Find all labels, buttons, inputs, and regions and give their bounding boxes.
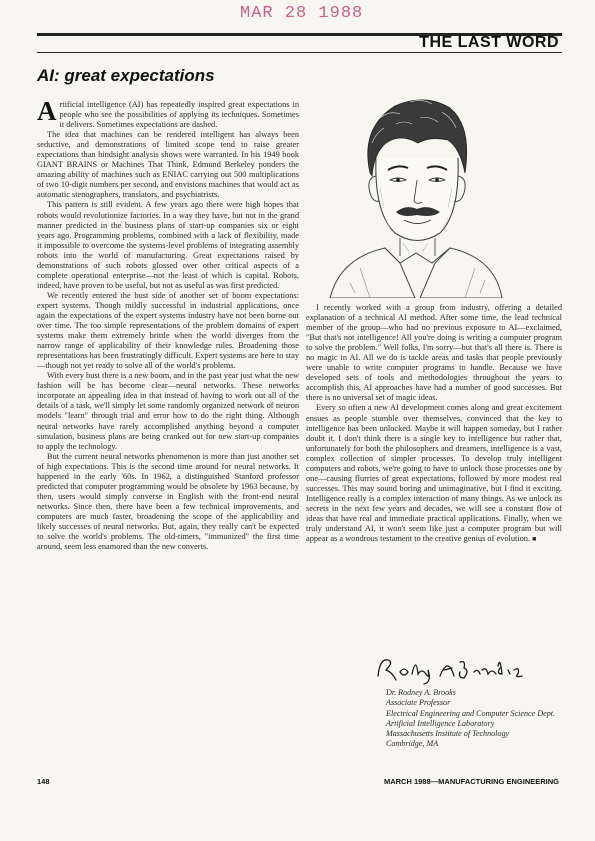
author-department: Electrical Engineering and Computer Science Dept. <box>386 708 556 718</box>
left-column <box>37 96 299 552</box>
drop-cap: A <box>37 96 57 126</box>
right-column <box>306 303 562 544</box>
paragraph: We recently entered the bust side of another set of boom expectations: expert systems. Though mildly successful in industrial applications, once again the expectations of the expert systems industry have not been borne out over time. The too simple representations of the problem domains of expert systems make them extremely brittle when the world diverges from the narrow range of applicability of their knowledge rules. Broadening those representations has been frustratingly difficult. Expert systems are here to stay—though not yet ready to solve all of the world's problems. <box>37 290 299 371</box>
author-portrait-illustration <box>300 88 532 298</box>
page-number: 148 <box>37 777 50 786</box>
running-footer: MARCH 1988—MANUFACTURING ENGINEERING <box>383 777 559 786</box>
article-headline: AI: great expectations <box>37 66 215 85</box>
paragraph: This pattern is still evident. A few years ago there were high hopes that robots would revolutionize factories. In a way they have, but not in the grand manner predicted in the business plans of start-up companies six or eight years ago. Programming problems, combined with a lack of flexibility, made it impossible to overcome the systems-level problems of integrating assembly robots into the world of manufacturing. Great expectations raised by demonstrations of such robots glossed over other critical aspects of a complete operational enterprise—not the least of which is capital. Robots, indeed, have proven to be useful, but not as useful as was first predicted. <box>37 200 299 290</box>
author-signature <box>370 652 530 686</box>
author-signature-block <box>386 688 555 750</box>
paragraph-text: rtificial intelligence (AI) has repeatedly inspired great expectations in people who see the possibilities of applying its techniques. Sometimes it delivers. Sometimes expectations are dashed. <box>59 100 299 130</box>
author-name: Dr. Rodney A. Brooks <box>386 688 456 697</box>
date-stamp: MAR 28 1988 <box>240 4 364 23</box>
author-location: Cambridge, MA <box>386 739 439 749</box>
paragraph: I recently worked with a group from industry, offering a detailed explanation of a technical AI method. After some time, the lead technical member of the group—who had no previous exposure to AI—exclaimed, "But that's not intelligence! All you're doing is writing a computer program to solve the problem." Well folks, I'm sorry—but that's all there is. There is no magic in AI. All we do is tackle areas and tasks that people previously were unable to write computer programs to handle. Because we have developed sets of tools and methodologies throughout the years to accomplish this, AI approaches have had a number of good successes. But there is no universal set of magic ideas. <box>306 303 562 403</box>
paragraph: But the current neural networks phenomenon is more than just another set of high expectations. This is the second time around for neural networks. It happened in the early '60s. In 1962, a distinguished Stanford professor predicted that computer programming would be obsolete by 1963 because, by then, users would simply converse in English with the front-end neural networks. Since then, there have been a few technical improvements, and computers are much faster, broadening the scope of the applicability and likely successes of neural networks. But, again, they really can't be expected to solve the world's problems. The old-timers, "immunized" the first time around, seem less enamored than the new converts. <box>37 451 299 552</box>
paragraph-text: Every so often a new AI development comes along and great excitement ensues as people stumble over themselves, convinced that the key to intelligence has been unlocked. Maybe it will happen someday, but I rather doubt it. I don't think there is a single key to intelligence but rather that, unfortunately for both the philosophers and dreamers, intelligence is a vast, complex collection of simpler processes. To develop truly intelligent computers and robots, we're going to have to unlock those processes one by one—causing flurries of great expectations, followed by more modest real successes. This may sound boring and unimaginative, but I find it exciting. Intelligence really is a complex interaction of many things. As we unlock its secrets in the next few years and decades, we will see a constant flow of ideas that have real and immediate practical applications. Finally, when we truly understand AI, it won't seem like just a computer program but will appear as a wondrous testament to the creative genius of evolution. <box>306 403 562 544</box>
paragraph <box>306 403 562 544</box>
header-rule-thin <box>37 52 562 53</box>
paragraph: With every bust there is a new boom, and in the past year just what the new fashion will be has become clear—neural networks. These networks incorporate an appealing idea in that instead of having to work out all of the details of a task, we'll simply let some randomly organized network of neuron models "learn" through trial and error how to do the right thing. Although neural networks have rarely accomplished anything beyond a computer simulation, business plans are being cranked out for new start-up companies to apply the technology. <box>37 371 299 451</box>
end-mark: ■ <box>532 535 537 544</box>
paragraph: The idea that machines can be rendered intelligent has always been seductive, and demonstrations of limited scope tend to raise greater expectations than hindsight analysis shows were warranted. In his 1949 book GIANT BRAINS or Machines That Think, Edmund Berkeley ponders the amazing ability of machines such as ENIAC carrying out 500 multiplications of two 10-digit numbers per second, and envisions machines that would act as automatic stenographers, translators, and psychiatrists. <box>37 130 299 200</box>
author-institution: Massachusetts Institute of Technology <box>386 729 510 739</box>
author-lab: Artificial Intelligence Laboratory <box>386 718 495 728</box>
author-title: Associate Professor <box>386 698 451 708</box>
section-title: THE LAST WORD <box>419 34 559 51</box>
paragraph <box>37 96 299 130</box>
